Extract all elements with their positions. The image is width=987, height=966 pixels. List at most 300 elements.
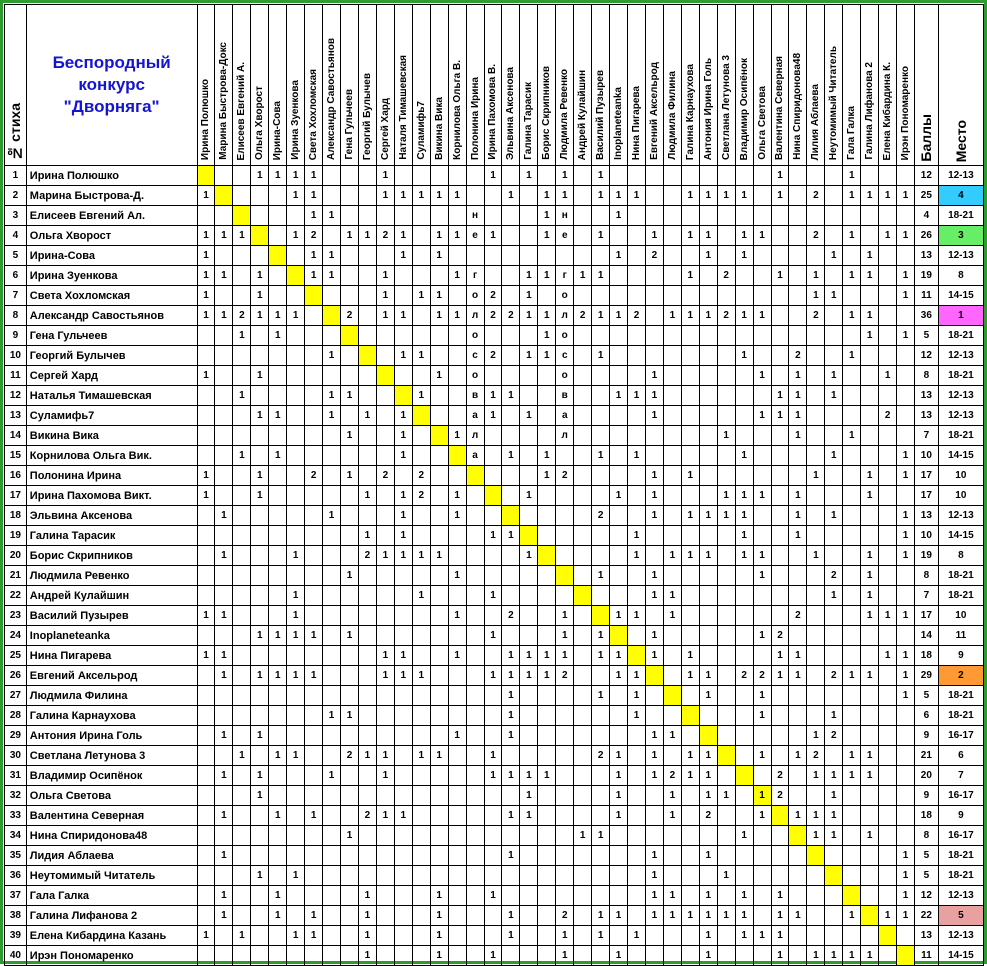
vote-cell: [628, 726, 646, 746]
vote-cell: [448, 206, 466, 226]
vote-cell: 1: [592, 346, 610, 366]
vote-cell: [807, 206, 825, 226]
vote-cell: 1: [771, 406, 789, 426]
vote-cell: [412, 246, 430, 266]
vote-cell: [341, 686, 359, 706]
column-header: [323, 5, 341, 166]
vote-cell: [251, 806, 269, 826]
vote-cell: [610, 686, 628, 706]
vote-cell: [502, 366, 520, 386]
vote-cell: [771, 746, 789, 766]
vote-cell: [807, 166, 825, 186]
vote-cell: [628, 226, 646, 246]
vote-cell: [484, 906, 502, 926]
vote-cell: 1: [287, 186, 305, 206]
vote-cell: [394, 906, 412, 926]
vote-cell: [251, 386, 269, 406]
place-cell: 9: [938, 806, 983, 826]
vote-cell: 1: [520, 786, 538, 806]
row-number: 23: [5, 606, 27, 626]
vote-cell: [520, 586, 538, 606]
column-header-label: Ольга Хворост: [254, 86, 266, 160]
vote-cell: [412, 806, 430, 826]
vote-cell: 1: [502, 806, 520, 826]
vote-cell: [394, 466, 412, 486]
vote-cell: [358, 266, 376, 286]
vote-cell: [645, 826, 663, 846]
vote-cell: [628, 246, 646, 266]
row-number: 12: [5, 386, 27, 406]
vote-cell: 1: [538, 446, 556, 466]
vote-cell: 2: [556, 466, 574, 486]
vote-cell: [341, 286, 359, 306]
vote-cell: [771, 366, 789, 386]
column-header: [592, 5, 610, 166]
place-cell: 3: [938, 226, 983, 246]
column-header: [215, 5, 233, 166]
column-header: [735, 5, 753, 166]
vote-cell: [358, 586, 376, 606]
vote-cell: [448, 586, 466, 606]
vote-cell: 1: [645, 586, 663, 606]
vote-cell: [269, 606, 287, 626]
vote-cell: 1: [538, 666, 556, 686]
vote-cell: [879, 726, 897, 746]
vote-cell: 2: [825, 726, 843, 746]
row-number: 37: [5, 886, 27, 906]
vote-cell: 2: [341, 306, 359, 326]
vote-cell: [323, 906, 341, 926]
vote-cell: [502, 486, 520, 506]
row-number: 16: [5, 466, 27, 486]
vote-cell: 2: [412, 466, 430, 486]
place-cell: 16-17: [938, 826, 983, 846]
poem-number-header: [5, 5, 27, 166]
vote-cell: 1: [789, 666, 807, 686]
vote-cell: [466, 566, 484, 586]
vote-cell: 1: [520, 346, 538, 366]
vote-cell: 1: [807, 466, 825, 486]
vote-cell: [412, 706, 430, 726]
vote-cell: [663, 286, 681, 306]
vote-cell: [197, 566, 215, 586]
vote-cell: 1: [735, 186, 753, 206]
vote-cell: [628, 886, 646, 906]
vote-cell: [520, 506, 538, 526]
vote-cell: 1: [269, 666, 287, 686]
self-cell: [717, 746, 735, 766]
vote-cell: [538, 946, 556, 966]
vote-cell: [592, 526, 610, 546]
vote-cell: [269, 186, 287, 206]
table-row: [5, 366, 984, 386]
vote-cell: [879, 746, 897, 766]
vote-cell: 1: [807, 806, 825, 826]
vote-cell: 1: [843, 266, 861, 286]
vote-cell: [771, 466, 789, 486]
vote-cell: [753, 386, 771, 406]
vote-cell: [538, 846, 556, 866]
vote-cell: [556, 546, 574, 566]
vote-cell: [681, 366, 699, 386]
vote-cell: [843, 446, 861, 466]
vote-cell: [520, 906, 538, 926]
vote-cell: [807, 326, 825, 346]
vote-cell: [663, 346, 681, 366]
vote-cell: 1: [376, 286, 394, 306]
self-cell: [556, 566, 574, 586]
vote-cell: 1: [897, 546, 915, 566]
column-header-label: Светлана Летунова 3: [720, 55, 732, 160]
vote-cell: 2: [717, 266, 735, 286]
vote-cell: [412, 906, 430, 926]
vote-cell: [789, 766, 807, 786]
vote-cell: 1: [538, 226, 556, 246]
vote-cell: [825, 346, 843, 366]
results-table: [4, 4, 984, 966]
row-number: 10: [5, 346, 27, 366]
vote-cell: [681, 606, 699, 626]
vote-cell: [753, 846, 771, 866]
vote-cell: 1: [287, 666, 305, 686]
vote-cell: [323, 426, 341, 446]
vote-cell: 1: [771, 186, 789, 206]
vote-cell: [233, 646, 251, 666]
vote-cell: [556, 446, 574, 466]
vote-cell: [807, 626, 825, 646]
vote-cell: [376, 946, 394, 966]
vote-cell: [592, 286, 610, 306]
vote-cell: [448, 346, 466, 366]
vote-cell: [233, 826, 251, 846]
vote-cell: [430, 606, 448, 626]
vote-cell: [376, 386, 394, 406]
vote-cell: [412, 446, 430, 466]
vote-cell: [699, 606, 717, 626]
vote-cell: [341, 906, 359, 926]
vote-cell: 1: [394, 346, 412, 366]
score-cell: 12: [915, 346, 939, 366]
vote-cell: 1: [251, 726, 269, 746]
vote-cell: [735, 606, 753, 626]
vote-cell: [699, 426, 717, 446]
vote-cell: [610, 266, 628, 286]
vote-cell: 1: [430, 546, 448, 566]
vote-cell: [610, 926, 628, 946]
vote-cell: [879, 446, 897, 466]
self-cell: [843, 886, 861, 906]
vote-cell: [861, 206, 879, 226]
vote-cell: 1: [269, 446, 287, 466]
author-name: Валентина Северная: [26, 806, 197, 826]
vote-cell: 1: [717, 786, 735, 806]
vote-cell: [663, 646, 681, 666]
vote-cell: 1: [861, 266, 879, 286]
vote-cell: 2: [502, 306, 520, 326]
vote-cell: [610, 366, 628, 386]
vote-cell: [215, 786, 233, 806]
vote-cell: [430, 826, 448, 846]
vote-cell: [807, 586, 825, 606]
vote-cell: 1: [861, 606, 879, 626]
vote-cell: [538, 486, 556, 506]
row-number: 24: [5, 626, 27, 646]
vote-cell: [215, 866, 233, 886]
vote-cell: [430, 686, 448, 706]
vote-cell: [305, 346, 323, 366]
vote-cell: [287, 246, 305, 266]
vote-cell: [412, 646, 430, 666]
vote-cell: [628, 486, 646, 506]
vote-cell: [376, 586, 394, 606]
vote-cell: 1: [645, 846, 663, 866]
vote-cell: [592, 426, 610, 446]
vote-cell: 1: [358, 946, 376, 966]
column-header: [861, 5, 879, 166]
vote-cell: [681, 526, 699, 546]
column-header: [233, 5, 251, 166]
vote-cell: 1: [753, 806, 771, 826]
vote-cell: [789, 686, 807, 706]
vote-cell: [269, 646, 287, 666]
vote-cell: [197, 206, 215, 226]
vote-cell: [197, 686, 215, 706]
results-body: [5, 166, 984, 966]
vote-cell: [341, 766, 359, 786]
vote-cell: 1: [484, 226, 502, 246]
vote-cell: [717, 406, 735, 426]
vote-cell: [484, 506, 502, 526]
vote-cell: [430, 526, 448, 546]
vote-cell: [341, 846, 359, 866]
author-name: Елисеев Евгений Ал.: [26, 206, 197, 226]
vote-cell: [897, 206, 915, 226]
table-row: [5, 506, 984, 526]
vote-cell: 1: [538, 766, 556, 786]
vote-cell: 1: [448, 186, 466, 206]
row-number: 2: [5, 186, 27, 206]
vote-cell: [610, 826, 628, 846]
vote-cell: [197, 726, 215, 746]
vote-cell: 1: [789, 386, 807, 406]
vote-cell: [699, 626, 717, 646]
score-cell: 5: [915, 326, 939, 346]
vote-cell: [663, 226, 681, 246]
score-cell: 6: [915, 706, 939, 726]
vote-cell: 1: [358, 406, 376, 426]
vote-cell: [305, 886, 323, 906]
vote-cell: 1: [448, 646, 466, 666]
vote-cell: [717, 826, 735, 846]
vote-cell: [771, 226, 789, 246]
vote-cell: [502, 226, 520, 246]
vote-cell: 1: [412, 386, 430, 406]
vote-cell: [789, 226, 807, 246]
vote-cell: [269, 526, 287, 546]
vote-cell: [376, 866, 394, 886]
vote-cell: 1: [215, 266, 233, 286]
vote-cell: [520, 366, 538, 386]
vote-cell: [556, 866, 574, 886]
column-header: [645, 5, 663, 166]
vote-cell: [628, 426, 646, 446]
vote-cell: 1: [681, 906, 699, 926]
vote-cell: [412, 206, 430, 226]
vote-cell: [484, 846, 502, 866]
vote-cell: [861, 886, 879, 906]
vote-cell: 1: [502, 526, 520, 546]
vote-cell: [305, 946, 323, 966]
score-cell: 13: [915, 406, 939, 426]
vote-cell: 1: [520, 546, 538, 566]
row-number: 31: [5, 766, 27, 786]
vote-cell: 1: [484, 526, 502, 546]
vote-cell: 1: [807, 766, 825, 786]
title-line-3: "Дворняга": [63, 97, 160, 116]
vote-cell: [502, 586, 520, 606]
vote-cell: 1: [825, 246, 843, 266]
vote-cell: [233, 626, 251, 646]
vote-cell: [538, 386, 556, 406]
place-cell: 12-13: [938, 386, 983, 406]
vote-cell: [233, 866, 251, 886]
vote-cell: 1: [520, 166, 538, 186]
vote-cell: [448, 846, 466, 866]
self-cell: [574, 586, 592, 606]
vote-cell: [663, 926, 681, 946]
score-cell: 8: [915, 826, 939, 846]
place-cell: 18-21: [938, 706, 983, 726]
vote-cell: [358, 606, 376, 626]
vote-cell: [251, 926, 269, 946]
vote-cell: [574, 406, 592, 426]
row-number: 11: [5, 366, 27, 386]
vote-cell: [556, 886, 574, 906]
vote-cell: [358, 686, 376, 706]
vote-cell: [233, 666, 251, 686]
vote-cell: [717, 566, 735, 586]
vote-cell: [735, 466, 753, 486]
vote-cell: 1: [484, 626, 502, 646]
vote-cell: [592, 366, 610, 386]
vote-cell: [574, 866, 592, 886]
vote-cell: 1: [520, 646, 538, 666]
row-number: 14: [5, 426, 27, 446]
vote-cell: 1: [502, 926, 520, 946]
column-header-label: Василий Пузырев: [595, 70, 607, 160]
vote-cell: [717, 706, 735, 726]
score-cell: 13: [915, 506, 939, 526]
vote-cell: [323, 866, 341, 886]
vote-cell: 1: [735, 486, 753, 506]
vote-cell: [753, 466, 771, 486]
vote-cell: [430, 406, 448, 426]
vote-cell: 1: [897, 266, 915, 286]
column-header: [663, 5, 681, 166]
vote-cell: [412, 166, 430, 186]
table-row: [5, 446, 984, 466]
vote-cell: [897, 306, 915, 326]
vote-cell: 1: [645, 866, 663, 886]
table-row: [5, 426, 984, 446]
vote-cell: [574, 246, 592, 266]
vote-cell: [376, 626, 394, 646]
vote-cell: [376, 246, 394, 266]
vote-cell: [699, 386, 717, 406]
vote-cell: [215, 746, 233, 766]
vote-cell: [251, 886, 269, 906]
column-header-label: Ирэн Пономаренко: [900, 65, 912, 160]
vote-cell: [681, 806, 699, 826]
vote-cell: 1: [287, 866, 305, 886]
vote-cell: [538, 246, 556, 266]
vote-cell: [825, 926, 843, 946]
vote-cell: [251, 186, 269, 206]
vote-cell: [610, 726, 628, 746]
vote-cell: [789, 946, 807, 966]
vote-cell: [861, 706, 879, 726]
author-name: Александр Савостьянов: [26, 306, 197, 326]
row-number: 18: [5, 506, 27, 526]
vote-cell: 1: [592, 266, 610, 286]
vote-cell: [592, 846, 610, 866]
vote-cell: 1: [215, 906, 233, 926]
vote-cell: [502, 326, 520, 346]
vote-cell: [502, 466, 520, 486]
vote-cell: 1: [376, 806, 394, 826]
vote-cell: [376, 606, 394, 626]
vote-cell: е: [466, 226, 484, 246]
vote-cell: [843, 786, 861, 806]
vote-cell: 1: [323, 206, 341, 226]
column-header-label: Елена Кибардина К.: [882, 61, 894, 160]
vote-cell: [592, 326, 610, 346]
vote-cell: [323, 646, 341, 666]
vote-cell: [717, 386, 735, 406]
vote-cell: [341, 406, 359, 426]
vote-cell: [287, 506, 305, 526]
vote-cell: [574, 946, 592, 966]
vote-cell: [628, 806, 646, 826]
vote-cell: [879, 566, 897, 586]
vote-cell: 1: [699, 186, 717, 206]
vote-cell: [323, 686, 341, 706]
table-row: [5, 606, 984, 626]
vote-cell: [825, 606, 843, 626]
vote-cell: [466, 686, 484, 706]
vote-cell: 1: [376, 306, 394, 326]
vote-cell: [825, 906, 843, 926]
vote-cell: [574, 326, 592, 346]
vote-cell: [556, 826, 574, 846]
column-header-label: Нина Спиридонова48: [792, 53, 804, 160]
vote-cell: [466, 606, 484, 626]
place-cell: 18-21: [938, 366, 983, 386]
column-header-label: Марина Быстрова-Докс: [218, 42, 230, 160]
vote-cell: 2: [771, 626, 789, 646]
vote-cell: 1: [305, 926, 323, 946]
vote-cell: [681, 386, 699, 406]
vote-cell: [394, 866, 412, 886]
vote-cell: [717, 586, 735, 606]
vote-cell: [645, 946, 663, 966]
table-row: [5, 786, 984, 806]
vote-cell: [251, 526, 269, 546]
vote-cell: [520, 566, 538, 586]
vote-cell: [394, 726, 412, 746]
vote-cell: [735, 626, 753, 646]
vote-cell: [628, 626, 646, 646]
